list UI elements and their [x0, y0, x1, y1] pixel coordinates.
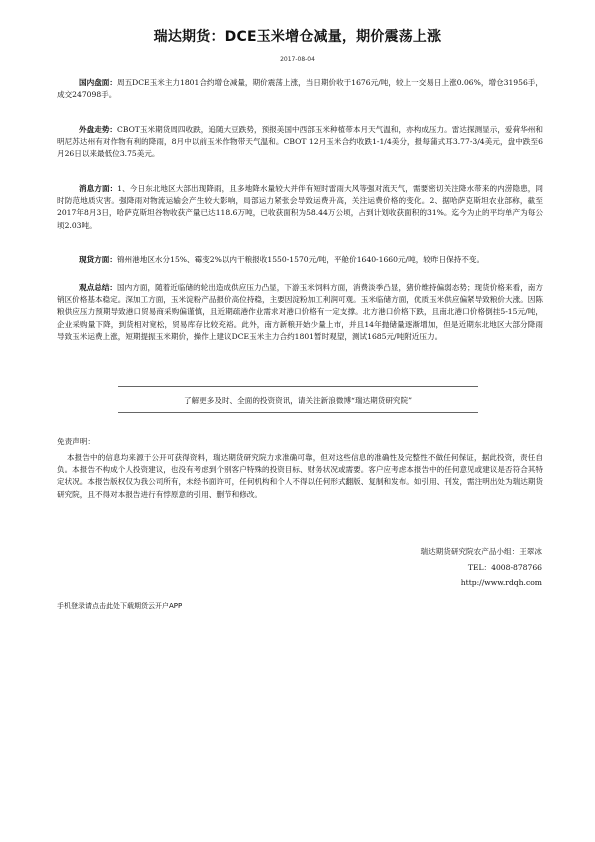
section-label: 外盘走势： [79, 125, 118, 134]
section-text: 1、今日东北地区大部出现降雨，且多地降水量较大并伴有短时雷雨大风等强对流天气，需要密切关注降水带来的内涝隐患，同时防范地质灾害。强降雨对物流运输会产生较大影响，局部运力紧张会导致运费升高，关注运费价格的变化。2、据哈萨克斯坦农业部称，截至2017年8月3日，哈萨克斯坦谷物收获产量已达118.6万吨，已收获面积为58.44万公顷，占到计划收获面积的31%。迄今为止的平均单产为每公顷2.03吨。 [57, 184, 543, 230]
section-label: 消息方面： [79, 184, 118, 193]
app-download-link[interactable]: 手机登录请点击此处下载期货云开户APP [57, 602, 183, 610]
signature-team: 瑞达期货研究院农产品小组：王翠冰 [420, 547, 542, 556]
signature-tel: TEL：4008-878766 [467, 563, 542, 572]
divider-top [118, 386, 478, 387]
section-spot [57, 254, 543, 266]
section-label: 现货方面： [79, 255, 117, 264]
section-text: 国内方面，随着近临储的轮出造成供应压力凸显，下游玉米饲料方面，消费淡季凸显，猪价维持偏弱态势；现货价格来看，南方销区价格基本稳定。深加工方面，玉米淀粉产品报价高位持稳，主要因淀粉加工利润可观。玉米临储方面，优质玉米供应偏紧导致粮价大涨。因陈粮供应压力预期导致港口贸易商采购偏谨慎，且近期疏港作业需求对港口价格有一定支撑。北方港口价格下跌，且南北港口价格倒挂5-15元/吨，企业采购量下降，到货相对宽松，贸易库存比较充裕。此外，南方新粮开始少量上市，并且14年抛储量逐渐增加，但是近期东北地区大部分降雨导致玉米运费上涨，短期提振玉米期价，操作上建议DCE玉米主力合约1801暂时观望，测试1685元/吨附近压力。 [57, 283, 544, 341]
section-summary [57, 282, 543, 343]
section-text: 锦州港地区水分15%、霉变2%以内干粮报收1550-1570元/吨，平舱价1640-1660元/吨，较昨日保持不变。 [116, 255, 485, 264]
weibo-follow-text: 了解更多及时、全面的投资资讯，请关注新浪微博“瑞达期货研究院” [184, 396, 412, 405]
website-link[interactable]: http://www.rdqh.com [460, 578, 542, 587]
section-label: 观点总结： [79, 283, 118, 292]
divider-bottom [118, 412, 478, 413]
section-text: CBOT玉米期货周四收跌，追随大豆跌势，预报美国中西部玉米种植带本月天气温和，亦构成压力。雷达探测显示，爱荷华州和明尼苏达州有对作物有利的降雨，8月中以前玉米作物带天气温和。CBOT 12月玉米合约收跌1-1/4美分，报每蒲式耳3.77-3/4美元，盘中跌至6月26日以来最低位3.75美元。 [57, 125, 544, 159]
signature-url[interactable] [461, 578, 542, 587]
section-overseas [57, 124, 543, 161]
disclaimer-title: 免责声明： [57, 437, 95, 446]
report-date: 2017-08-04 [280, 56, 315, 63]
section-domestic [57, 77, 543, 101]
section-news [57, 183, 543, 232]
page-title: 瑞达期货：DCE玉米增仓减量，期价震荡上涨 [153, 29, 442, 45]
disclaimer-text: 本报告中的信息均来源于公开可获得资料，瑞达期货研究院力求准确可靠，但对这些信息的准确性及完整性不做任何保证，据此投资，责任自负。本报告不构成个人投资建议，也没有考虑到个别客户特殊的投资目标、财务状况或需要。客户应考虑本报告中的任何意见或建议是否符合其特定状况。本报告版权仅为我公司所有，未经书面许可，任何机构和个人不得以任何形式翻版、复制和发布。如引用、刊发，需注明出处为瑞达期货研究院，且不得对本报告进行有悖原意的引用、删节和修改。 [57, 453, 543, 499]
section-text: 周五DCE玉米主力1801合约增仓减量，期价震荡上涨，当日期价收于1676元/吨，较上一交易日上涨0.06%，增仓31956手，成交247098手。 [57, 78, 543, 100]
section-label: 国内盘面： [79, 78, 117, 87]
